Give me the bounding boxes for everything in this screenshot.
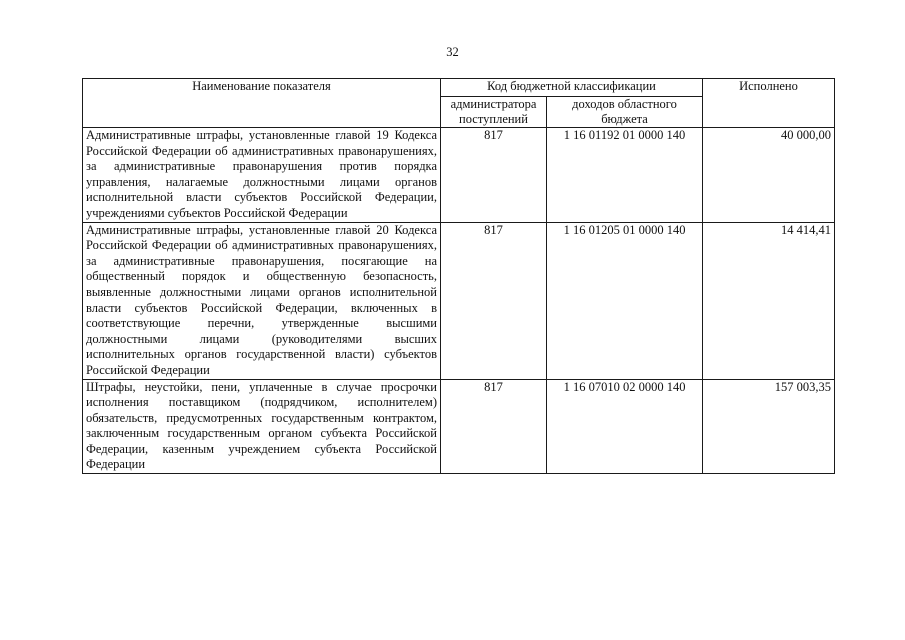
header-admin-code: администратора поступлений	[441, 97, 547, 128]
indicator-name-cell: Административные штрафы, установленные главой 20 Кодекса Российской Федерации об административных правонарушениях, за административные правонарушения, посягающие на общественный порядок и общественную безопасность, выявленные должностными лицами органов исполнительной власти субъектов Российской Федерации, включенных в соответствующие перечни, утвержденные высшими должностными лицами (руководителями высших исполнительных органов государственной власти) субъектов Российской Федерации	[83, 222, 441, 379]
page-number: 32	[446, 45, 459, 59]
executed-amount-cell: 14 414,41	[703, 222, 835, 379]
indicator-name-cell: Штрафы, неустойки, пени, уплаченные в случае просрочки исполнения поставщиком (подрядчиком, исполнителем) обязательств, предусмотренных государственным контрактом, заключенным государственным органом субъекта Российской Федерации, казенным учреждением субъекта Российской Федерации	[83, 379, 441, 474]
table-row	[83, 222, 835, 379]
income-code-cell: 1 16 01205 01 0000 140	[547, 222, 703, 379]
header-indicator-name: Наименование показателя	[83, 79, 441, 128]
admin-code-cell: 817	[441, 222, 547, 379]
indicator-name-cell: Административные штрафы, установленные главой 19 Кодекса Российской Федерации об административных правонарушениях, за административные правонарушения против порядка управления, налагаемые должностными лицами органов исполнительной власти субъектов Российской Федерации, учреждениями субъектов Российской Федерации	[83, 128, 441, 223]
income-code-cell: 1 16 01192 01 0000 140	[547, 128, 703, 223]
admin-code-cell: 817	[441, 379, 547, 474]
header-budget-classification-code: Код бюджетной классификации	[441, 79, 703, 97]
admin-code-cell: 817	[441, 128, 547, 223]
budget-execution-table	[82, 78, 835, 474]
table-row	[83, 379, 835, 474]
executed-amount-cell: 40 000,00	[703, 128, 835, 223]
table-row	[83, 128, 835, 223]
header-executed: Исполнено	[703, 79, 835, 128]
executed-amount-cell: 157 003,35	[703, 379, 835, 474]
income-code-cell: 1 16 07010 02 0000 140	[547, 379, 703, 474]
header-income-code: доходов областного бюджета	[547, 97, 703, 128]
